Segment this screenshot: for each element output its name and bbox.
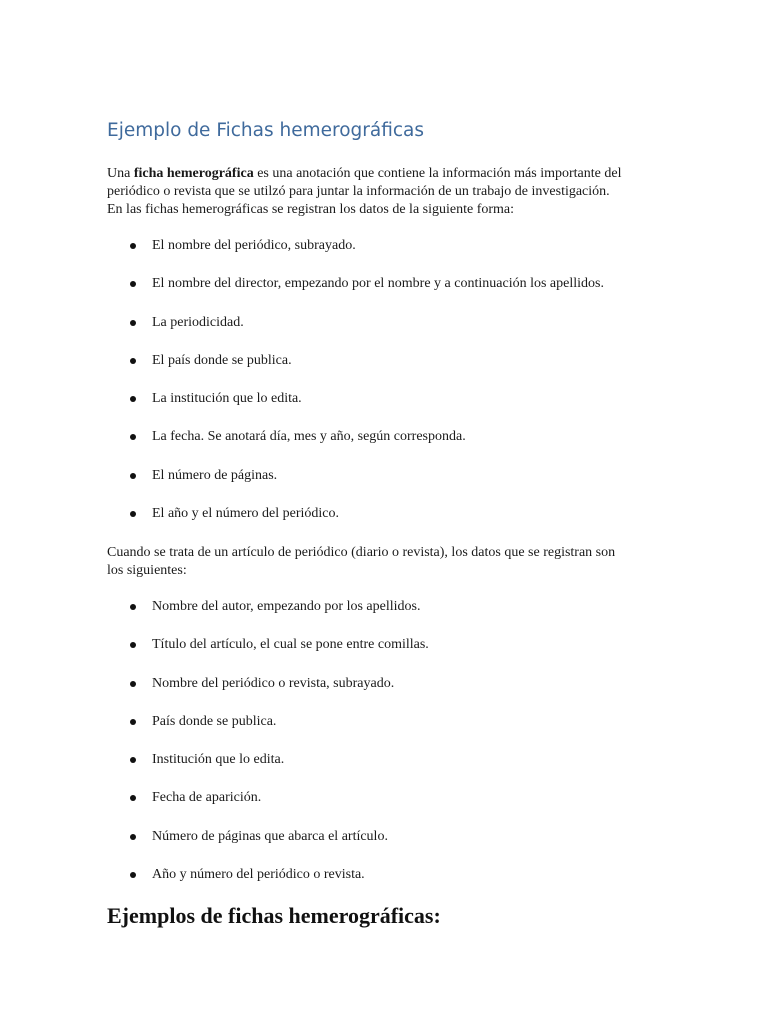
bullet-icon <box>130 834 136 840</box>
bullet-icon <box>130 757 136 763</box>
list-item-text: El número de páginas. <box>152 467 278 483</box>
list-item <box>107 237 667 275</box>
bullet-icon <box>130 511 136 517</box>
document-title: Ejemplo de Fichas hemerográficas <box>107 120 425 141</box>
list-item-text: Título del artículo, el cual se pone entre comillas. <box>152 637 429 653</box>
bullet-icon <box>130 320 136 326</box>
list-item-text: El país donde se publica. <box>152 352 292 368</box>
bullet-icon <box>130 872 136 878</box>
intro-prefix: Una <box>107 166 134 181</box>
list-item-text: País donde se publica. <box>152 713 277 729</box>
article-fields-list <box>107 598 667 904</box>
list-item <box>107 789 667 827</box>
examples-heading: Ejemplos de fichas hemerográficas: <box>107 903 441 928</box>
bullet-icon <box>130 681 136 687</box>
bullet-icon <box>130 281 136 287</box>
list-item <box>107 390 667 428</box>
intro-paragraph <box>107 165 667 219</box>
article-intro-line-2: los siguientes: <box>107 563 187 578</box>
list-item <box>107 751 667 789</box>
bullet-icon <box>130 434 136 440</box>
list-item <box>107 866 667 904</box>
bullet-icon <box>130 473 136 479</box>
list-item-text: Nombre del periódico o revista, subrayado. <box>152 675 395 691</box>
list-item-text: Nombre del autor, empezando por los apellidos. <box>152 599 421 614</box>
list-item-text: El año y el número del periódico. <box>152 506 339 522</box>
list-item <box>107 467 667 505</box>
list-item <box>107 675 667 713</box>
list-item <box>107 828 667 866</box>
bullet-icon <box>130 358 136 364</box>
list-item-text: El nombre del periódico, subrayado. <box>152 238 356 253</box>
bullet-icon <box>130 642 136 648</box>
intro-line-1 <box>107 165 667 183</box>
bullet-icon <box>130 795 136 801</box>
intro-suffix: es una anotación que contiene la información más importante del <box>253 166 622 181</box>
list-item-text: Número de páginas que abarca el artículo. <box>152 828 388 844</box>
list-item-text: La fecha. Se anotará día, mes y año, según corresponda. <box>152 429 466 445</box>
list-item <box>107 636 667 674</box>
bullet-icon <box>130 396 136 402</box>
list-item <box>107 505 667 543</box>
list-item-text: El nombre del director, empezando por el nombre y a continuación los apellidos. <box>152 276 604 292</box>
list-item <box>107 428 667 466</box>
bullet-icon <box>130 243 136 249</box>
list-item <box>107 275 667 313</box>
list-item-text: La institución que lo edita. <box>152 391 302 407</box>
bullet-icon <box>130 604 136 610</box>
list-item-text: La periodicidad. <box>152 314 244 330</box>
list-item <box>107 314 667 352</box>
intro-line-2: periódico o revista que se utilzó para juntar la información de un trabajo de investigación. <box>107 184 610 199</box>
article-intro-paragraph <box>107 544 667 580</box>
list-item-text: Fecha de aparición. <box>152 790 262 806</box>
list-item <box>107 352 667 390</box>
bullet-icon <box>130 719 136 725</box>
list-item <box>107 598 667 636</box>
list-item-text: Año y número del periódico o revista. <box>152 867 365 883</box>
list-item <box>107 713 667 751</box>
article-intro-line-1: Cuando se trata de un artículo de periódico (diario o revista), los datos que se registran son <box>107 545 616 560</box>
intro-bold-term: ficha hemerográfica <box>133 166 254 181</box>
list-item-text: Institución que lo edita. <box>152 752 285 768</box>
newspaper-fields-list <box>107 237 667 543</box>
intro-line-3: En las fichas hemerográficas se registran los datos de la siguiente forma: <box>107 202 515 217</box>
